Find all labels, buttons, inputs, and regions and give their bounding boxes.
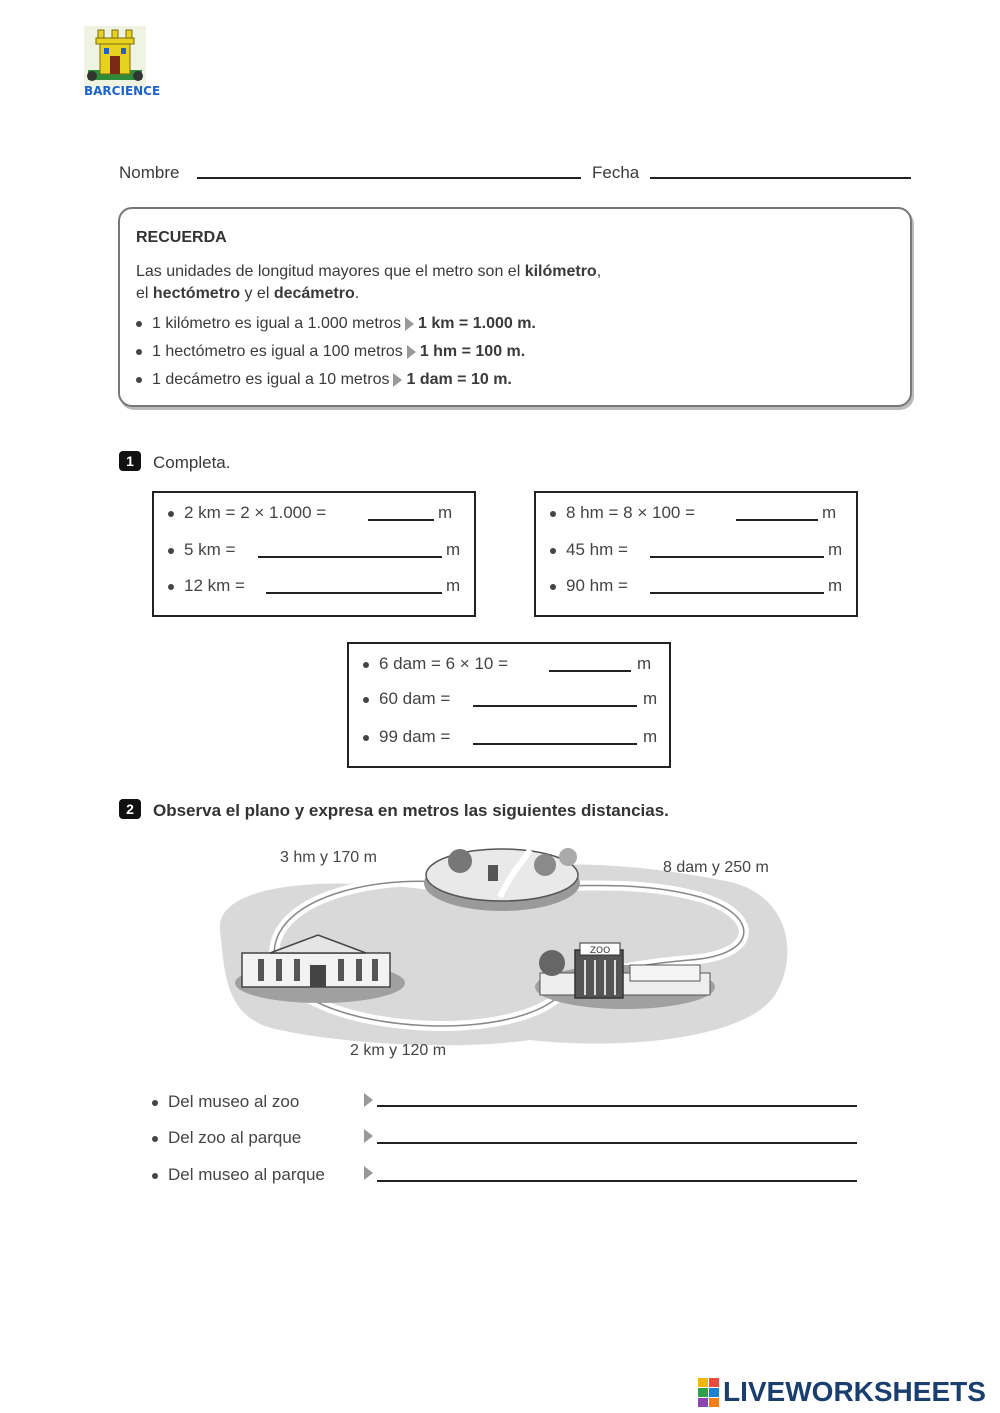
bullet-icon xyxy=(550,584,556,590)
answer-field[interactable] xyxy=(377,1180,857,1182)
distance-question: Del museo al parque xyxy=(152,1165,325,1185)
bullet-icon xyxy=(168,584,174,590)
bullet-icon xyxy=(550,511,556,517)
castle-crest-icon xyxy=(84,26,146,88)
arrow-right-icon xyxy=(364,1129,373,1143)
bullet-icon xyxy=(136,349,142,355)
liveworksheets-logo-icon xyxy=(698,1378,720,1408)
name-field[interactable] xyxy=(197,177,581,179)
answer-field[interactable] xyxy=(650,592,824,594)
name-label: Nombre xyxy=(119,163,180,182)
bullet-icon xyxy=(168,548,174,554)
bullet-icon xyxy=(152,1173,158,1179)
town-logo xyxy=(84,26,164,102)
bullet-icon xyxy=(152,1136,158,1142)
bullet-icon xyxy=(363,697,369,703)
exercise-2-title: Observa el plano y expresa en metros las siguientes distancias. xyxy=(153,801,669,820)
recuerda-item: 1 hectómetro es igual a 100 metros 1 hm = 100 m. xyxy=(136,343,525,361)
answer-field[interactable] xyxy=(549,670,631,672)
distance-question: Del museo al zoo xyxy=(152,1092,299,1112)
distance-label-park-zoo: 8 dam y 250 m xyxy=(663,859,769,876)
bullet-icon xyxy=(363,662,369,668)
arrow-right-icon xyxy=(405,317,414,331)
distance-label-museum-zoo: 2 km y 120 m xyxy=(350,1042,447,1059)
distance-label-museum-park: 3 hm y 170 m xyxy=(280,849,377,866)
town-name: BARCIENCE xyxy=(84,84,161,98)
dam-exercise-box: 6 dam = 6 × 10 = m 60 dam = m 99 dam = m xyxy=(347,642,671,768)
arrow-right-icon xyxy=(407,345,416,359)
bullet-icon xyxy=(136,321,142,327)
recuerda-title: RECUERDA xyxy=(136,229,227,246)
answer-field[interactable] xyxy=(377,1105,857,1107)
answer-field[interactable] xyxy=(650,556,824,558)
hm-exercise-box: 8 hm = 8 × 100 = m 45 hm = m 90 hm = m xyxy=(534,491,858,617)
answer-field[interactable] xyxy=(258,556,442,558)
brand-name: LIVEWORKSHEETS xyxy=(723,1376,986,1407)
answer-field[interactable] xyxy=(473,705,637,707)
arrow-right-icon xyxy=(364,1093,373,1107)
bullet-icon xyxy=(136,377,142,383)
arrow-right-icon xyxy=(364,1166,373,1180)
date-label: Fecha xyxy=(592,163,640,182)
park-icon xyxy=(424,848,580,911)
answer-field[interactable] xyxy=(368,519,434,521)
distance-question: Del zoo al parque xyxy=(152,1128,301,1148)
bullet-icon xyxy=(152,1100,158,1106)
answer-field[interactable] xyxy=(377,1142,857,1144)
arrow-right-icon xyxy=(393,373,402,387)
town-map xyxy=(200,835,800,1060)
exercise-2-number: 2 xyxy=(119,799,141,819)
recuerda-intro-line-1: Las unidades de longitud mayores que el metro son el kilómetro, xyxy=(136,263,602,280)
answer-field[interactable] xyxy=(473,743,637,745)
exercise-1-title: Completa. xyxy=(153,453,231,472)
exercise-1-number: 1 xyxy=(119,451,141,471)
bullet-icon xyxy=(168,511,174,517)
km-exercise-box: 2 km = 2 × 1.000 = m 5 km = m 12 km = m xyxy=(152,491,476,617)
recuerda-item: 1 kilómetro es igual a 1.000 metros 1 km = 1.000 m. xyxy=(136,315,536,333)
date-field[interactable] xyxy=(650,177,911,179)
zoo-sign: ZOO xyxy=(589,946,611,956)
answer-field[interactable] xyxy=(736,519,818,521)
recuerda-box xyxy=(118,207,912,407)
answer-field[interactable] xyxy=(266,592,442,594)
bullet-icon xyxy=(363,735,369,741)
bullet-icon xyxy=(550,548,556,554)
recuerda-intro-line-2: el hectómetro y el decámetro. xyxy=(136,285,360,302)
recuerda-item: 1 decámetro es igual a 10 metros 1 dam = 10 m. xyxy=(136,371,512,389)
